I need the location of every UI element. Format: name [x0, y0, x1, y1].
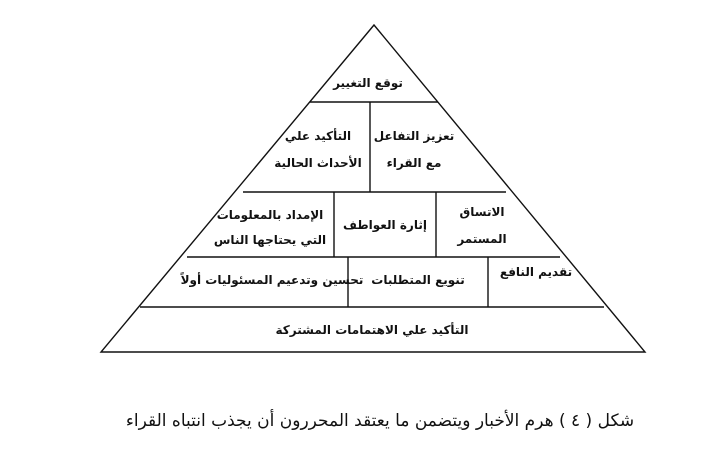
figure-caption: شكل ( ٤ ) هرم الأخبار ويتضمن ما يعتقد المحررون أن يجذب انتباه القراء	[125, 411, 635, 431]
level4-middle: تنويع المتطلبات	[371, 273, 465, 287]
level3-left-line1: الإمداد بالمعلومات	[216, 208, 324, 222]
level3-left-line2: التي يحتاجها الناس	[213, 233, 327, 247]
level2-right-line2: مع القراء	[386, 156, 442, 170]
level2-left-line1: التأكيد علي	[284, 129, 352, 143]
level1-label: توقع التغيير	[333, 76, 403, 90]
level5-label: التأكيد علي الاهتمامات المشتركة	[275, 323, 469, 337]
level3-right-line2: المستمر	[457, 232, 507, 246]
level2-right-line1: تعزيز التفاعل	[373, 129, 455, 143]
level3-right-line1: الاتساق	[459, 205, 505, 219]
level3-middle: إثارة العواطف	[343, 218, 427, 232]
level4-right: تقديم النافع	[499, 265, 573, 279]
level2-left-line2: الأحداث الحالية	[274, 156, 362, 170]
pyramid-outline	[101, 25, 645, 352]
level4-left: تحسين وتدعيم المسئوليات أولاً	[180, 273, 364, 287]
